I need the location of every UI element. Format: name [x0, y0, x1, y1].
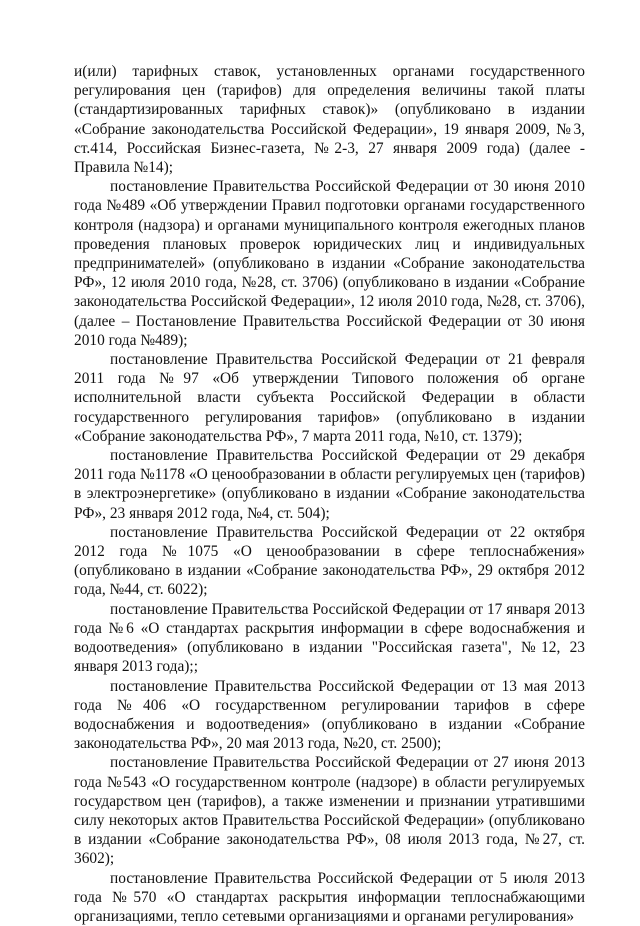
paragraph-resolution-97: постановление Правительства Российской Федерации от 21 февраля 2011 года №97 «Об утверждении Типового положения об органе исполнительной власти субъекта Российской Федерации в области государственного регулирования тарифов» (опубликовано в издании «Собрание законодательства РФ», 7 марта 2011 года, №10, ст. 1379);: [74, 351, 585, 445]
paragraph-resolution-6: постановление Правительства Российской Федерации от 17 января 2013 года №6 «О стандартах раскрытия информации в сфере водоснабжения и водоотведения» (опубликовано в издании "Российская газета", №12, 23 января 2013 года);;: [74, 600, 585, 676]
paragraph-resolution-1075: постановление Правительства Российской Федерации от 22 октября 2012 года №1075 «О ценообразовании в сфере теплоснабжения» (опубликовано в издании «Собрание законодательства РФ», 29 октября 2012 года, №44, ст. 6022);: [74, 523, 585, 599]
paragraph-continuation-rules-14: и(или) тарифных ставок, установленных органами государственного регулирования цен (тарифов) для определения величины такой платы (стандартизированных тарифных ставок)» (опубликовано в издании «Собрание законодательства Российской Федерации», 19 января 2009, №3, ст.414, Российская Бизнес-газета, №2-3, 27 января 2009 года) (далее - Правила №14);: [74, 63, 585, 177]
paragraph-resolution-570: постановление Правительства Российской Федерации от 5 июля 2013 года №570 «О стандартах раскрытия информации теплоснабжающими организациями, тепло сетевыми организациями и органами регулирования»: [74, 869, 585, 925]
paragraph-resolution-489: постановление Правительства Российской Федерации от 30 июня 2010 года №489 «Об утверждении Правил подготовки органами государственного контроля (надзора) и органами муниципального контроля ежегодных планов проведения плановых проверок юридических лиц и индивидуальных предпринимателей» (опубликовано в издании «Собрание законодательства РФ», 12 июля 2010 года, №28, ст. 3706) (опубликовано в издании «Собрание законодательства Российской Федерации», 12 июля 2010 года, №28, ст. 3706), (далее – Постановление Правительства Российской Федерации от 30 июня 2010 года №489);: [74, 178, 585, 349]
paragraph-resolution-543: постановление Правительства Российской Федерации от 27 июня 2013 года №543 «О государственном контроле (надзоре) в области регулируемых государством цен (тарифов), а также изменении и признании утратившими силу некоторых актов Правительства Российской Федерации» (опубликовано в издании «Собрание законодательства РФ», 08 июля 2013 года, №27, ст. 3602);: [74, 754, 585, 868]
paragraph-resolution-406: постановление Правительства Российской Федерации от 13 мая 2013 года №406 «О государственном регулировании тарифов в сфере водоснабжения и водоотведения» (опубликовано в издании «Собрание законодательства РФ», 20 мая 2013 года, №20, ст. 2500);: [74, 677, 585, 753]
paragraph-resolution-1178: постановление Правительства Российской Федерации от 29 декабря 2011 года №1178 «О ценообразовании в области регулируемых цен (тарифов) в электроэнергетике» (опубликовано в издании «Собрание законодательства РФ», 23 января 2012 года, №4, ст. 504);: [74, 447, 585, 522]
document-page: [74, 62, 585, 926]
